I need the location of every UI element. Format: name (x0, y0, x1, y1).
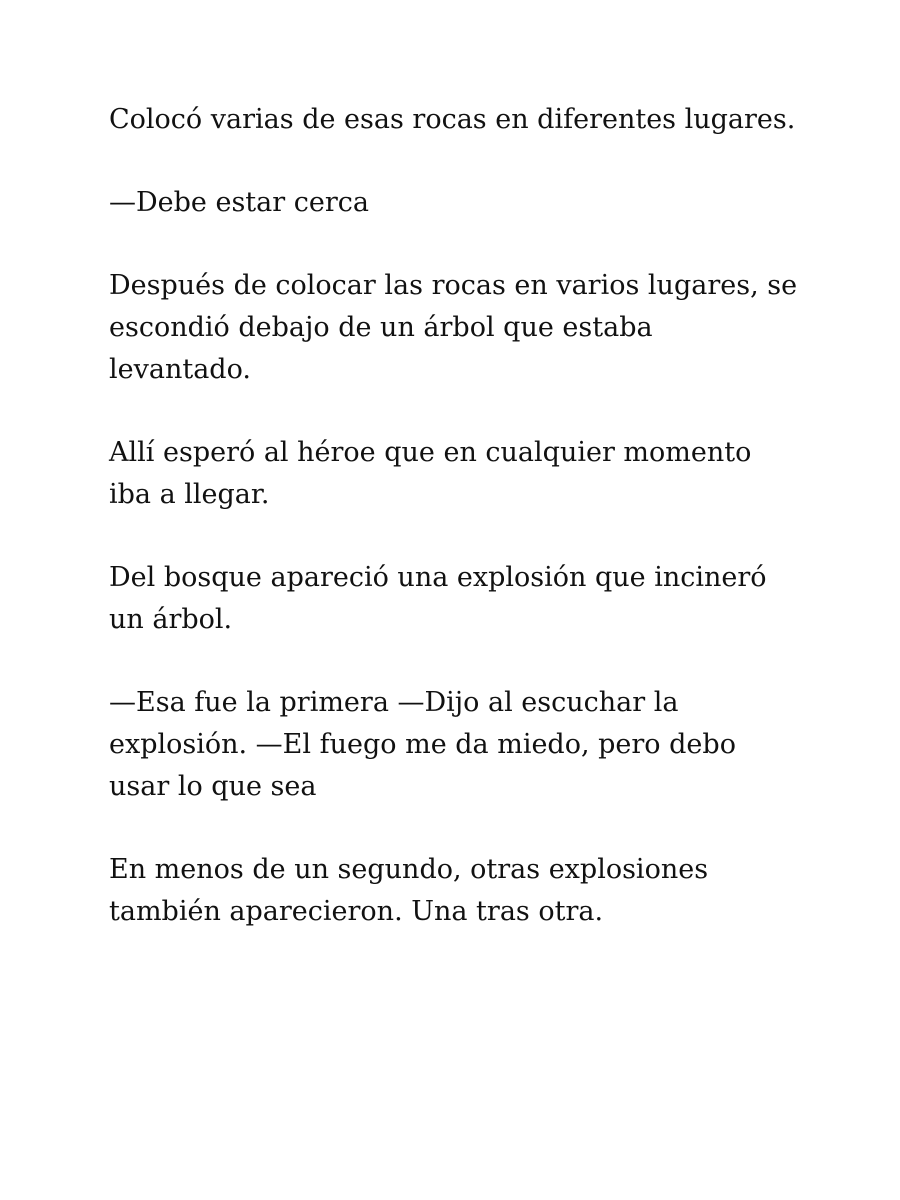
paragraph-2: —Debe estar cerca (109, 187, 369, 218)
paragraph-6: —Esa fue la primera —Dijo al escuchar la explosión. —El fuego me da miedo, pero debo usar lo que sea (109, 687, 736, 802)
paragraph-3: Después de colocar las rocas en varios lugares, se escondió debajo de un árbol que estaba levantado. (109, 270, 798, 385)
paragraph-1: Colocó varias de esas rocas en diferentes lugares. (109, 104, 796, 135)
text-column (109, 99, 799, 974)
paragraph-7: En menos de un segundo, otras explosiones también aparecieron. Una tras otra. (109, 854, 709, 927)
paragraph-5: Del bosque apareció una explosión que incineró un árbol. (109, 562, 767, 635)
paragraph-4: Allí esperó al héroe que en cualquier momento iba a llegar. (109, 437, 752, 510)
